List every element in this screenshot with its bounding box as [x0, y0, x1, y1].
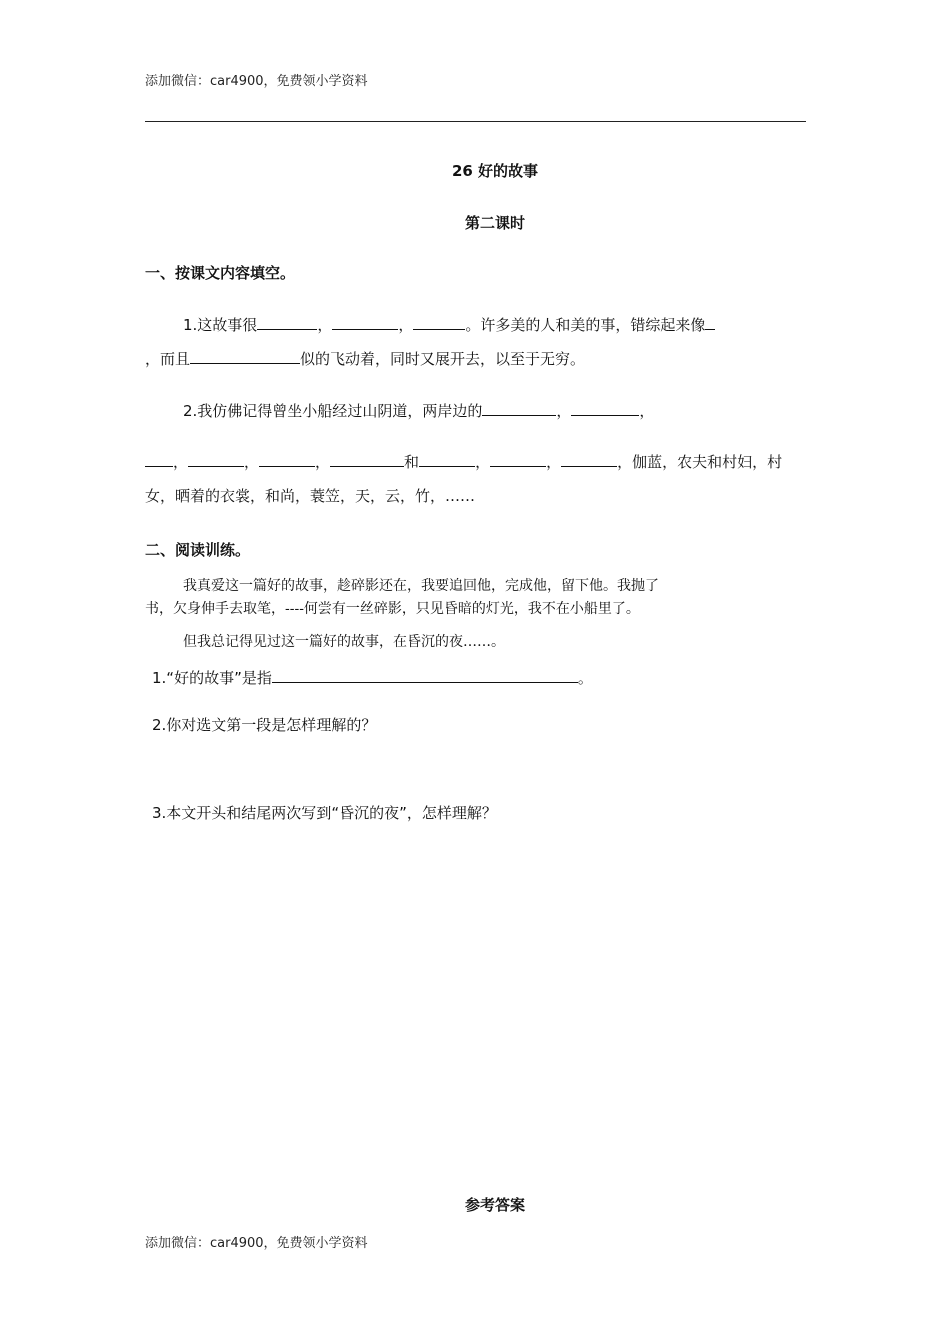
blank[interactable]	[188, 451, 244, 467]
s1-q1-line2	[145, 348, 585, 369]
s2-q1-end: 。	[577, 669, 593, 687]
s1-q1-text-5: ，而且	[145, 350, 191, 368]
header-divider	[145, 121, 806, 122]
s1-q2-line2	[145, 451, 782, 472]
blank[interactable]	[190, 348, 300, 364]
blank[interactable]	[257, 314, 317, 330]
blank[interactable]	[413, 314, 465, 330]
blank[interactable]	[419, 451, 475, 467]
s1-q1-text-3: ，	[398, 316, 414, 334]
answers-heading: 参考答案	[464, 1196, 525, 1214]
s1-q1-text-1: 1.这故事很	[183, 316, 258, 334]
section-2-heading: 二、阅读训练。	[145, 541, 251, 559]
s2-q1	[152, 667, 593, 688]
s2-q2: 2.你对选文第一段是怎样理解的？	[152, 716, 377, 734]
s1-q2-text-1: 2.我仿佛记得曾坐小船经过山阴道，两岸边的	[183, 402, 483, 420]
page-title: 26 好的故事	[451, 162, 539, 180]
s2-q3: 3.本文开头和结尾两次写到“昏沉的夜”，怎样理解？	[152, 804, 497, 822]
s2-q1-text: 1.“好的故事”是指	[152, 669, 272, 687]
blank[interactable]	[330, 451, 404, 467]
section-1-heading: 一、按课文内容填空。	[145, 264, 296, 282]
blank[interactable]	[561, 451, 617, 467]
s1-q2-text-2: ，	[556, 402, 572, 420]
comma: ，	[546, 453, 562, 471]
s1-q1-text-4: 。许多美的人和美的事，错综起来像	[465, 316, 706, 334]
comma: ，	[475, 453, 491, 471]
s1-q2-line1	[183, 400, 654, 421]
s1-q1-text-6: 似的飞动着，同时又展开去，以至于无穷。	[300, 350, 586, 368]
comma: ，	[173, 453, 189, 471]
footer-note: 添加微信：car4900，免费领小学资料	[145, 1236, 368, 1251]
blank[interactable]	[482, 400, 556, 416]
s1-q1-line1	[183, 314, 715, 335]
s1-q2-line3: 女，晒着的衣裳，和尚，蓑笠，天，云，竹，……	[145, 487, 476, 505]
lesson-subtitle: 第二课时	[464, 214, 525, 232]
answer-blank[interactable]	[272, 667, 578, 683]
blank[interactable]	[259, 451, 315, 467]
s1-q2-text-3: ，	[639, 402, 655, 420]
s1-q2-tail: ，伽蓝，农夫和村妇，村	[617, 453, 783, 471]
blank[interactable]	[705, 314, 715, 330]
header-note: 添加微信：car4900，免费领小学资料	[145, 74, 368, 89]
passage-line-2: 书，欠身伸手去取笔，----何尝有一丝碎影，只见昏暗的灯光，我不在小船里了。	[145, 601, 640, 617]
blank[interactable]	[571, 400, 639, 416]
comma: ，	[244, 453, 260, 471]
comma: ，	[315, 453, 331, 471]
blank[interactable]	[490, 451, 546, 467]
s1-q1-text-2: ，	[317, 316, 333, 334]
passage-line-3: 但我总记得见过这一篇好的故事，在昏沉的夜……。	[183, 634, 505, 650]
blank[interactable]	[145, 451, 173, 467]
conjunction: 和	[404, 453, 420, 471]
passage-line-1: 我真爱这一篇好的故事，趁碎影还在，我要追回他，完成他，留下他。我抛了	[183, 578, 659, 594]
blank[interactable]	[332, 314, 398, 330]
